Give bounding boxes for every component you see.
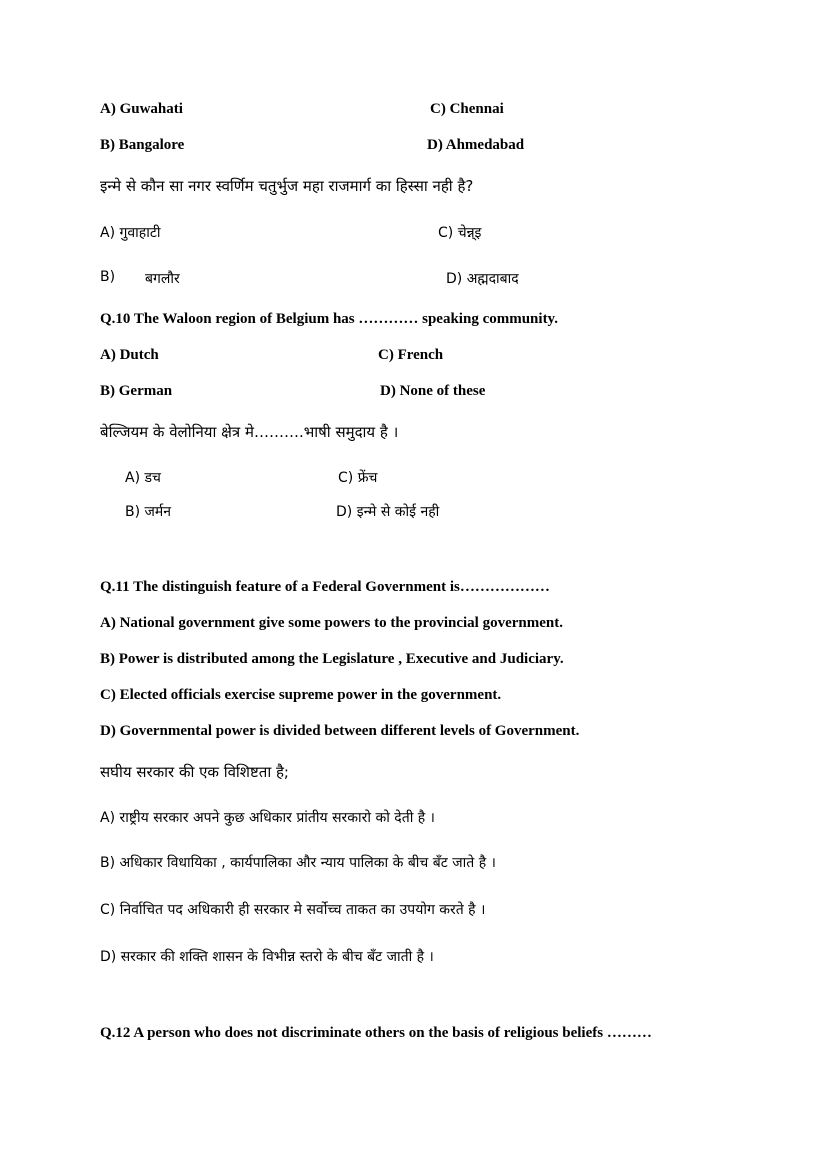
q10-option-d: D) None of these — [380, 383, 486, 399]
q11-option-d: D) Governmental power is divided between different levels of Government. — [100, 723, 580, 739]
q10-question-hi: बेल्जियम के वेलोनिया क्षेत्र मे……….भाषी समुदाय है । — [100, 423, 399, 441]
q9-option-b-hi-label: B) — [100, 269, 116, 285]
q11-question-hi: सघीय सरकार की एक विशिष्टता है; — [100, 763, 289, 781]
q11-option-b: B) Power is distributed among the Legislature , Executive and Judiciary. — [100, 651, 564, 667]
q12-question: Q.12 A person who does not discriminate others on the basis of religious beliefs ……… — [100, 1025, 652, 1041]
q10-option-d-hi: D) इन्मे से कोई नही — [336, 504, 440, 520]
q11-option-d-hi: D) सरकार की शक्ति शासन के विभीन्न स्तरो के बीच बँट जाती है । — [100, 949, 434, 965]
q11-option-a-hi: A) राष्ट्रीय सरकार अपने कुछ अधिकार प्रांतीय सरकारो को देती है । — [100, 810, 435, 826]
q10-option-c-hi: C) फ्रेंच — [338, 470, 378, 486]
q11-option-a: A) National government give some powers to the provincial government. — [100, 615, 563, 631]
q10-option-a: A) Dutch — [100, 347, 159, 363]
q10-question: Q.10 The Waloon region of Belgium has ………… speaking community. — [100, 311, 558, 327]
q9-option-a-en: A) Guwahati — [100, 101, 183, 117]
q9-option-c-en: C) Chennai — [430, 101, 504, 117]
q9-option-b-hi: बगलौर — [145, 271, 180, 287]
q10-option-b-hi: B) जर्मन — [125, 504, 172, 520]
q11-option-c: C) Elected officials exercise supreme power in the government. — [100, 687, 502, 703]
q11-question: Q.11 The distinguish feature of a Federal Government is……………… — [100, 579, 550, 595]
q10-option-c: C) French — [378, 347, 444, 363]
q9-option-a-hi: A) गुवाहाटी — [100, 225, 161, 241]
q9-option-d-en: D) Ahmedabad — [427, 137, 525, 153]
q10-option-a-hi: A) डच — [125, 470, 161, 486]
q9-question-hi: इन्मे से कौन सा नगर स्वर्णिम चतुर्भुज महा राजमार्ग का हिस्सा नही है? — [100, 177, 474, 195]
q9-option-c-hi: C) चेन्न्इ — [438, 225, 482, 241]
q11-option-b-hi: B) अधिकार विधायिका , कार्यपालिका और न्याय पालिका के बीच बँट जाते है । — [100, 855, 496, 871]
q9-option-d-hi: D) अह्मदाबाद — [446, 271, 519, 287]
q10-option-b: B) German — [100, 383, 173, 399]
q11-option-c-hi: C) निर्वाचित पद अधिकारी ही सरकार मे सर्वोच्च ताकत का उपयोग करते है । — [100, 902, 486, 918]
q9-option-b-en: B) Bangalore — [100, 137, 185, 153]
